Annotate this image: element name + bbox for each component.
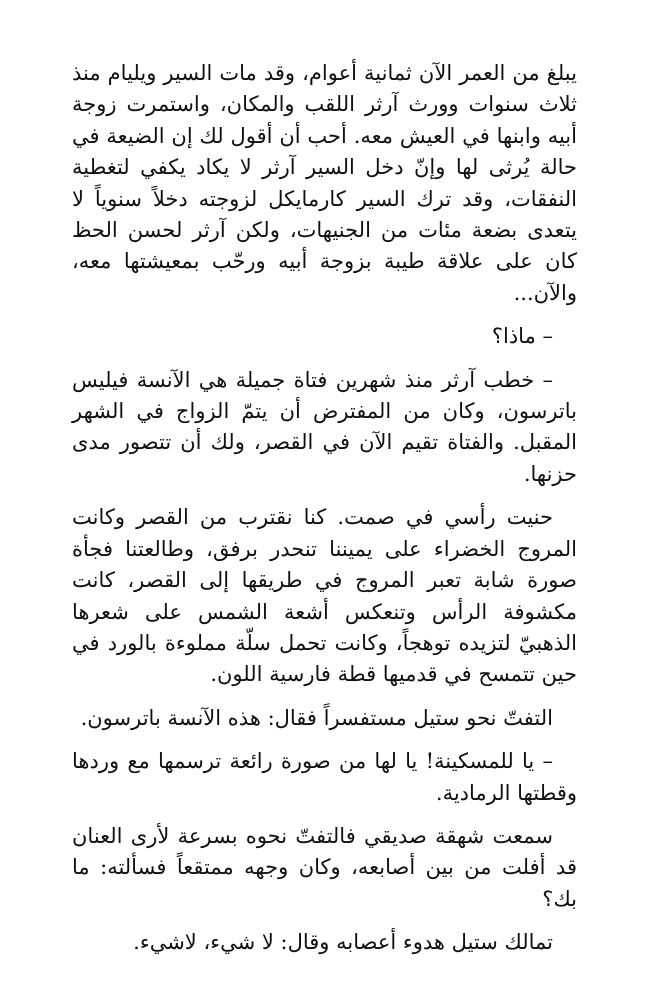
paragraph-8: تمالك ستيل هدوء أعصابه وقال: لا شيء، لاشيء.	[133, 930, 553, 955]
paragraph-6: – يا للمسكينة! يا لها من صورة رائعة ترسمها مع وردها وقطتها الرمادية.	[72, 749, 577, 805]
paragraph-4: حنيت رأسي في صمت. كنا نقترب من القصر وكانت المروج الخضراء على يميننا تنحدر برفق، وطالعتنا فجأة صورة شابة تعبر المروج في طريقها إلى القصر، كانت مكشوفة الرأس وتنعكس أشعة الشمس على شعرها الذهبيّ لتزيده توهجاً، وكانت تحمل سلّة مملوءة بالورد في حين تتمسح في قدميها قطة فارسية اللون.	[72, 505, 577, 687]
paragraph-5: التفتّ نحو ستيل مستفسراً فقال: هذه الآنسة باترسون.	[80, 705, 553, 730]
paragraph-7: سمعت شهقة صديقي فالتفتّ نحوه بسرعة لأرى العنان قد أفلت من بين أصابعه، وكان وجهه ممتقعاً فسألته: ما بك؟	[72, 823, 577, 911]
paragraph-2: – ماذا؟	[491, 324, 553, 349]
paragraph-1: يبلغ من العمر الآن ثمانية أعوام، وقد مات السير ويليام منذ ثلاث سنوات وورث آرثر اللقب والمكان، واستمرت زوجة أبيه وابنها في العيش معه. أحب أن أقول لك إن الضيعة في حالة يُرثى لها وإنّ دخل السير آرثر لا يكاد يكفي لتغطية النفقات، وقد ترك السير كارمايكل لزوجته دخلاً سنوياً لا يتعدى بضعة مئات من الجنيهات، ولكن آرثر لحسن الحظ كان على علاقة طيبة بزوجة أبيه ورحّب بمعيشتها معه، والآن...	[72, 61, 577, 305]
paragraph-3: – خطب آرثر منذ شهرين فتاة جميلة هي الآنسة فيليس باترسون، وكان من المفترض أن يتمّ الزواج في الشهر المقبل. والفتاة تقيم الآن في القصر، ولك أن تتصور مدى حزنها.	[72, 367, 577, 486]
